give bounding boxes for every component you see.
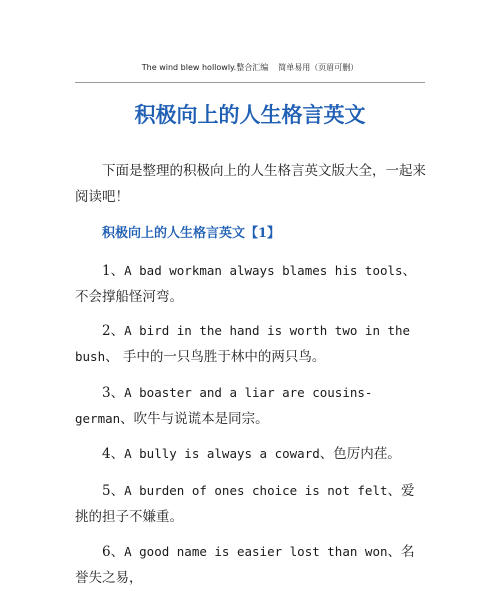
item-english: A bully is always a coward <box>124 446 320 461</box>
item-separator: 、 <box>387 544 401 560</box>
page-header <box>0 62 500 73</box>
proverb-item <box>75 478 427 530</box>
header-right-text: 简单易用（页眉可删） <box>278 63 359 72</box>
item-number: 4、 <box>102 446 125 462</box>
item-chinese: 不会撑船怪河弯。 <box>75 289 183 305</box>
item-english: A bird in the hand is worth two in the bush <box>75 323 411 364</box>
item-separator: 、 <box>105 349 123 365</box>
item-chinese: 手中的一只鸟胜于林中的两只鸟。 <box>122 349 326 365</box>
proverb-item <box>75 318 427 370</box>
document-title: 积极向上的人生格言英文 <box>134 102 366 127</box>
section-heading: 积极向上的人生格言英文【1】 <box>102 226 281 241</box>
item-english: A burden of ones choice is not felt <box>124 483 388 498</box>
item-chinese: 名誉失之易， <box>75 544 415 586</box>
item-separator: 、 <box>319 446 334 462</box>
proverb-item <box>75 380 427 432</box>
item-number: 3、 <box>102 385 125 401</box>
header-left-text: The wind blew hollowly.整合汇编 <box>141 63 269 72</box>
item-english: A bad workman always blames his tools <box>124 263 403 278</box>
item-separator: 、 <box>402 263 417 279</box>
header-divider <box>75 82 425 83</box>
item-number: 1、 <box>102 263 125 279</box>
proverb-item <box>75 539 427 591</box>
item-chinese: 色厉内荏。 <box>333 446 401 462</box>
intro-paragraph: 下面是整理的积极向上的人生格言英文版大全，一起来阅读吧！ <box>75 163 426 205</box>
item-chinese: 吹牛与说谎本是同宗。 <box>133 411 269 427</box>
proverb-item <box>75 258 427 310</box>
item-number: 5、 <box>102 483 125 499</box>
item-english: A boaster and a liar are cousins-german <box>75 385 373 426</box>
proverb-item <box>75 441 427 467</box>
item-separator: 、 <box>387 483 401 499</box>
item-number: 2、 <box>102 323 125 339</box>
item-separator: 、 <box>120 411 134 427</box>
item-chinese: 爱挑的担子不嫌重。 <box>75 483 415 525</box>
item-number: 6、 <box>102 544 125 560</box>
item-english: A good name is easier lost than won <box>124 544 388 559</box>
